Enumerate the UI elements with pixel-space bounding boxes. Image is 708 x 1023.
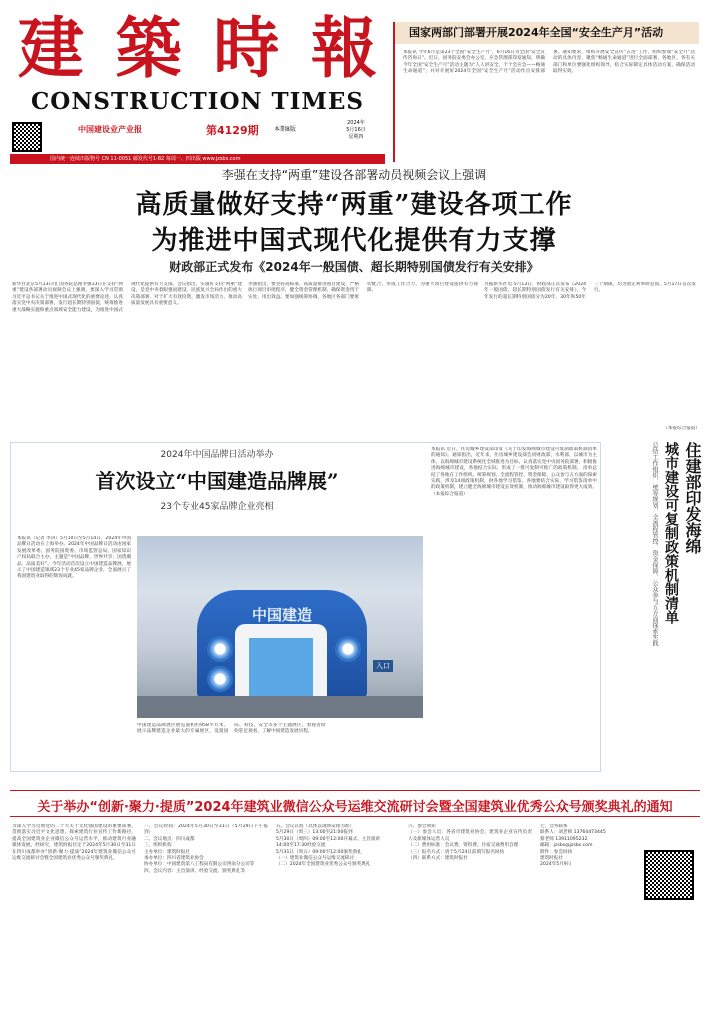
notice-col-4: 六、参会须知 （一）参会人员：各省市建筑业协会、建筑业企业宣传负责人及新媒体运营人员 （二）费用标准：会议费、资料费、住宿交通费用自理 （三）报名方式：请于5月24日前填写报名回执 （四）联系方式：建筑时报社 <box>408 824 532 862</box>
logo-char: 築 <box>115 9 182 87</box>
notice-col-2: 一、会议时间：2024年5月30日至31日（5月29日下午报到） 二、会议地点：四川成都 三、组织机构 主办单位：建筑时报社 承办单位：四川省建筑业协会 协办单位：中国建筑第八工程局有限公司西南分公司等 四、会议内容：主旨演讲、经验交流、颁奖典礼等 <box>144 824 268 874</box>
porthole-icon <box>207 636 233 662</box>
logo-char: 時 <box>213 9 280 87</box>
lead-subhead: 财政部正式发布《2024年一般国债、超长期特别国债发行有关安排》 <box>169 260 539 274</box>
masthead-red-bar: 国内统一连续出版物号 CN 11-0051 邮发代号1-82 每周一、四出版 www.jzsbs.com <box>10 154 385 164</box>
publisher-label: 中国建设业产业报 <box>78 125 142 134</box>
right-story-vertical-title <box>650 442 702 772</box>
qr-code-icon[interactable] <box>644 850 694 900</box>
right-story-kicker: 总结工作组织、统筹规划、全流程管控、资金保障、公众参与五方面探索实践 <box>651 442 658 646</box>
right-story-paragraph-1: 本报讯 近日，住房城乡建设部印发《关于印发海绵城市建设可复制政策机制清单的通知》。通知指出，近年来，住房城乡建设部会同财政部、水利部，以城市为主体，以海绵城市建设系统化全域推进为目标，认真落实党中央国务院部署，积极推进海绵城市建设，各地结合实际，形成了一批可复制可推广的政策机制。 <box>431 447 597 472</box>
feature-body-left: 本报讯（记者 李涛）5月10日至5月14日，2024年中国品牌日活动在上海举办。2024年中国品牌日活动由国家发展改革委、国务院国资委、市场监管总局、国家知识产权局联合主办，主题是“中国品牌，世界共享；国货潮品，品质美好”。今年活动首次设立中国建造品牌展，展示了中国建造领域23个专业45家品牌企业，全面展示了我国建筑业取得的辉煌成就。 <box>17 536 131 580</box>
right-story-credit: （本报综合报道） <box>431 491 468 497</box>
notice-col-1: 为深入学习贯彻党的二十大关于文化强国建设的重要部署，贯彻落实习近平文化思想，探索建筑行业宣传工作新路径，提高全国建筑业企业微信公众号运营水平，推动建筑行业融媒体发展，经研究，建筑时报社定于2024年5月30日至31日在四川成都举办“创新·聚力·提质”2024年建筑业微信公众号运维交流研讨会暨全国建筑业优秀公众号颁奖典礼。 <box>12 824 136 862</box>
lead-kicker: 李强在支持“两重”建设各部署动员视频会议上强调 <box>221 168 487 182</box>
date-weekday: 星期四 <box>348 134 364 140</box>
lead-headline-line-2[interactable]: 为推进中国式现代化提供有力支撑 <box>151 226 557 256</box>
page-count: 本期8版 <box>274 126 296 133</box>
date-year: 2024年 <box>347 120 365 126</box>
exhibition-sign: 中国建造 <box>251 606 312 624</box>
right-story-title-2[interactable]: 城市建设可复制政策机制清单 <box>663 442 679 624</box>
notice-top-rule <box>10 790 700 791</box>
porthole-icon <box>207 666 233 692</box>
notice-col-5: 七、会务联系 联系人：刘老师 13764473445 蔡老师 13911095232 邮箱：jzsbs@jzsbs.com 附件：参会回执 建筑时报社 2024年5月9日 <box>540 824 606 868</box>
masthead-info <box>10 120 385 156</box>
feature-eyebrow: 2024年中国品牌日活动举办 <box>160 450 274 460</box>
logo-char: 報 <box>310 9 377 87</box>
lead-body-col-1: 新华社北京5月13日电 国务院总理李强13日在支持“两重”建设各部署动员视频会议上强调，要深入学习贯彻习近平总书记关于推进中国式现代化的重要论述，认真落实党中央决策部署，发行超长期特别国债，统筹推进重大战略实施和重点领域安全能力建设，为推进中国式现代化提供有力支撑。会议指出，实施好支持“两重”建设，是党中央着眼强国建设、民族复兴全局作出的重大决策部署，对于扩大有效投资、激发市场活力、推动高质量发展具有重要意义。 <box>12 282 242 313</box>
exhibition-floor <box>137 696 423 718</box>
feature-headline[interactable]: 首次设立“中国建造品牌展” <box>95 469 339 493</box>
right-story-paragraph-2: 清单总结了各地在工作组织、统筹规划、全流程管控、资金保障、公众参与五方面的探索实践，涉及14项政策机制，供各地学习借鉴。各地要结合实际，学习借鉴清单中的政策机制，建立健全海绵城市建设长效机制，推动海绵城市建设取得更大成效。 <box>431 466 597 491</box>
qr-code-icon <box>12 122 42 152</box>
notice-col-3: 五、会议议程（具体以现场安排为准） 5月29日（周三）13:00至21:00报到 5月30日（周四）09:00至12:00开幕式、主旨演讲 14:00至17:30经验交流 5月31日（周五）09:00至12:00颁奖典礼 （一）建筑业微信公众号运维交流研讨 （二）2024年全国建筑业优秀公众号颁奖典礼 <box>276 824 381 868</box>
top-news-headline[interactable]: 国家两部门部署开展2024年全国“安全生产月”活动 <box>395 22 699 44</box>
right-story-body <box>431 447 597 769</box>
wechat-seminar-notice <box>10 790 700 1018</box>
brand-day-feature <box>10 442 601 772</box>
lead-headline-line-1[interactable]: 高质量做好支持“两重”建设各项工作 <box>135 190 573 220</box>
feature-body-bottom: 中国建造品牌展区展览面积约958平方米，展示品牌建造企业最大的专属展区，设置国际、科技、安全等多个主题展区。参观者纷纷驻足观看，了解中国建造发展历程。 <box>137 723 326 735</box>
logo-char: 建 <box>18 9 84 87</box>
porthole-icon <box>335 636 361 662</box>
right-story-title-1[interactable]: 住建部印发海绵 <box>683 442 702 554</box>
top-news-body: 本报讯 今年6月是第23个全国“安全生产月”，6月16日为全国“安全宣传咨询日”。近日，国务院安委会办公室、应急管理部印发通知，明确今年全国“安全生产月”活动主题为“人人讲安全，个个会应急——畅通生命通道”，并对开展好2024年全国“安全生产月”活动作出安排部署。通知要求，组织开展安全宣传“五进”工作，组织参加“安全月”活动的具体内容，聚焦“畅通生命通道”进行全面部署。各地区、各有关部门和单位要强化组织领导，结合实际制定具体活动方案，确保活动取得实效。 <box>403 50 695 75</box>
issue-date <box>334 120 378 141</box>
notice-headline[interactable]: 关于举办“创新·聚力·提质”2024年建筑业微信公众号运维交流研讨会暨全国建筑业优秀公众号颁奖典礼的通知 <box>37 800 673 815</box>
top-news-box <box>393 22 699 162</box>
entrance-sign: 入口 <box>373 660 393 672</box>
notice-bottom-rule <box>10 816 700 817</box>
exhibition-photo <box>137 536 423 718</box>
feature-subhead: 23个专业45家品牌企业亮相 <box>160 502 274 512</box>
newspaper-logo <box>10 8 385 88</box>
date-day: 5月16日 <box>346 127 366 133</box>
masthead <box>10 8 385 160</box>
logo-english: CONSTRUCTION TIMES <box>31 88 364 115</box>
exhibition-interior <box>249 638 313 700</box>
lead-body-col-3: 另据新华社电 5月13日，财政部正式发布《2024年一般国债、超长期特别国债发行有关安排》，今年发行的超长期特别国债分为20年、30年和50年三个期限，均为固定利率附息债，5月17日首次发行。 <box>484 282 696 300</box>
issue-number: 第4129期 <box>206 124 259 137</box>
lead-body-col-2: 李强指出，要坚持高标准、高质量推进项目建设，严格执行项目审批程序，健全资金管理机制，确保资金用于实处、用出效益。要加强统筹协调，各地区各部门要密切配合，形成工作合力，为重大项目建设提供有力保障。 <box>248 282 478 300</box>
lead-credit: （本报综合报道） <box>663 426 700 431</box>
